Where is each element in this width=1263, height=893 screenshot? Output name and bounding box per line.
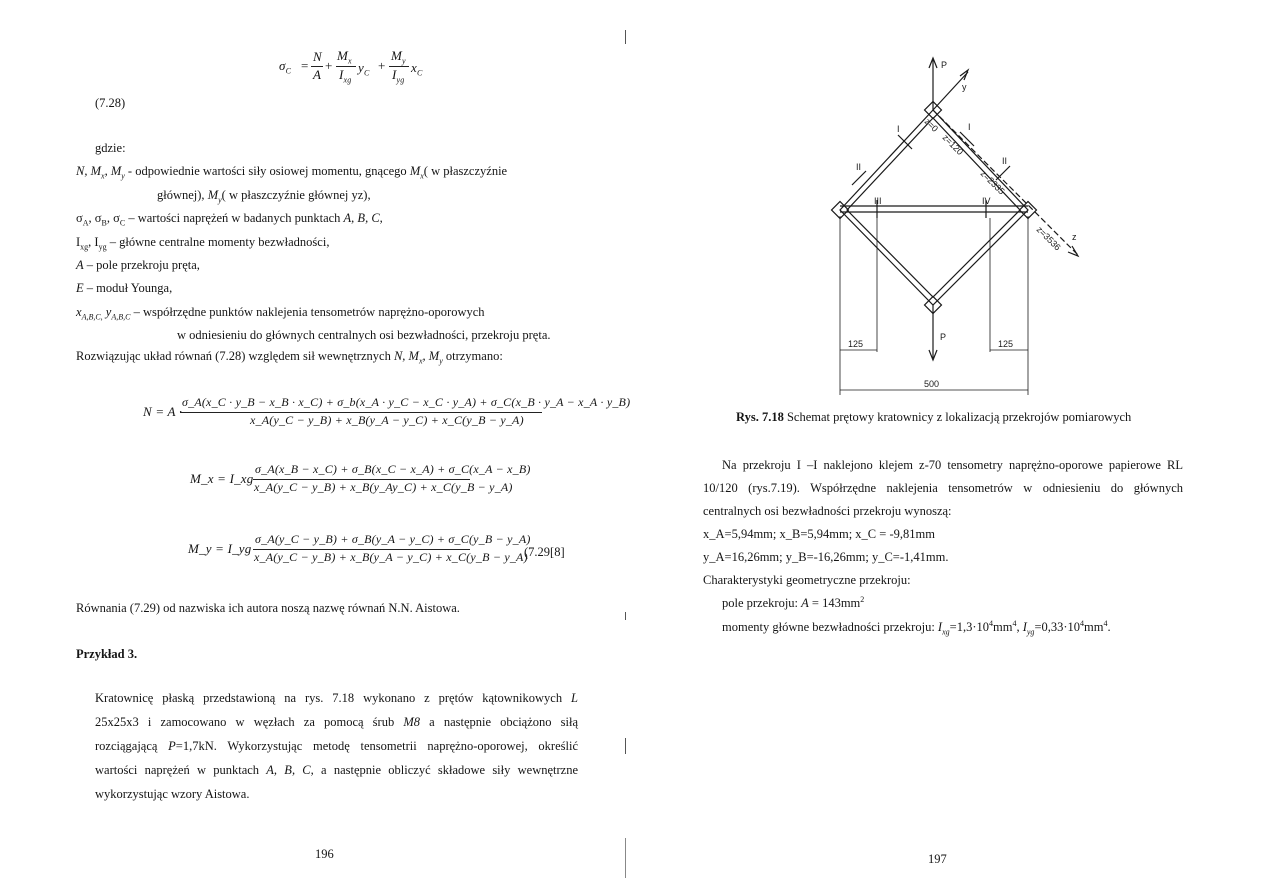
def-coordinates: $x_{A,B,C,}$ $y_{A,B,C}$ – współrzędne punktów naklejenia tensometrów naprężno-oporowych	[76, 305, 485, 322]
principal-moments: momenty główne bezwładności przekroju: $I_{xg}=1,3\cdot 10^4mm^4$, $I_{yg}=0,33\cdot 10^4mm^4$.	[722, 618, 1111, 637]
eq728-plus2: +	[378, 58, 386, 73]
geometry-heading: Charakterystyki geometryczne przekroju:	[703, 573, 911, 587]
eq728-lhs: $\sigma_C$	[279, 58, 292, 76]
eq728-t3-factor: $x_C$	[411, 60, 423, 78]
solve-sentence: Rozwiązując układ równań (7.28) względem sił wewnętrznych N, $M_x$, $M_y$ otrzymano:	[76, 349, 503, 366]
label-section-II-left: II	[856, 162, 862, 172]
eqMy-numerator: σ_A(y_C − y_B) + σ_B(y_A − y_C) + σ_C(y_B − y_A)	[255, 532, 531, 546]
label-z120: z=120	[940, 132, 966, 157]
label-z-axis: z	[1072, 232, 1077, 242]
label-section-I-left: I	[897, 124, 900, 134]
def-stresses: $\sigma_A$, $\sigma_B$, $\sigma_C$ – wartości naprężeń w badanych punktach A, B, C,	[76, 211, 383, 228]
eq729-number: (7.29[8]	[524, 545, 565, 559]
label-z2335: z=2335	[978, 168, 1007, 197]
def-forces: N, $M_x$, $M_y$ - odpowiednie wartości siły osiowej momentu, gnącego $M_x$( w płaszczyźnie	[76, 164, 508, 181]
section-area: pole przekroju: $A = 143mm^2$	[722, 594, 865, 610]
truss-outer-frame	[840, 110, 1028, 305]
eq728-t2-num: $M_x$	[337, 48, 352, 66]
where-label: gdzie:	[95, 141, 126, 155]
eq728-number: (7.28)	[95, 96, 126, 110]
truss-inner-frame	[847, 118, 1020, 297]
label-dim-500: 500	[924, 379, 940, 389]
eqMy-lhs: M_y = I_yg	[188, 541, 252, 556]
example-line-5: wykorzystując wzory Aistowa.	[95, 787, 250, 801]
example-line-3: rozciągającą P=1,7kN. Wykorzystując metodę tensometrii naprężno-oporowej, określić	[95, 739, 578, 753]
eqN-lhs: N = A ·	[143, 404, 183, 419]
para-line-3: centralnych osi bezwładności przekroju wynoszą:	[703, 504, 952, 518]
eqMx-denominator: x_A(y_C − y_B) + x_B(y_Ay_C) + x_C(y_B − y_A)	[254, 480, 513, 494]
example-line-4: wartości naprężeń w punktach A, B, C, a następnie obliczyć składowe siły wewnętrzne	[95, 763, 579, 777]
eqMy-denominator: x_A(y_C − y_B) + x_B(y_A − y_C) + x_C(y_B − y_A)	[254, 550, 528, 564]
para-line-1: Na przekroju I –I naklejono klejem z-70 tensometry naprężno-oporowe papierowe RL	[722, 458, 1183, 472]
section-mark-II-left	[852, 171, 866, 185]
eq728-t3-den: $I_{yg}$	[392, 67, 405, 85]
eqN-numerator: σ_A(x_C · y_B − x_B · x_C) + σ_b(x_A · y_C − x_C · y_A) + σ_C(x_B · y_A − x_A · y_B)	[182, 395, 631, 409]
label-z3536: z=3536	[1034, 224, 1063, 253]
para-line-2: 10/120 (rys.7.19). Współrzędne naklejenia tensometrów w odniesieniu do głównych	[703, 481, 1183, 495]
def-coordinates-line2: w odniesieniu do głównych centralnych osi bezwładności, przekroju pręta.	[177, 328, 551, 342]
label-y-axis: y	[962, 82, 967, 92]
gutter-mark	[625, 838, 626, 878]
section-mark-II-right	[996, 166, 1010, 180]
example-line-1: Kratownicę płaską przedstawioną na rys. 7.18 wykonano z prętów kątownikowych L	[95, 691, 578, 705]
label-section-I-right: I	[968, 122, 971, 132]
label-z0: z=0	[922, 116, 941, 134]
eqMx-numerator: σ_A(x_B − x_C) + σ_B(x_C − x_A) + σ_C(x_A − x_B)	[255, 462, 531, 476]
eq728-plus1: +	[325, 58, 333, 73]
label-dim-125-left: 125	[848, 339, 864, 349]
eqMx-lhs: M_x = I_xg	[190, 471, 254, 486]
truss-diagram	[800, 40, 1100, 410]
eq728-t1-num: N	[313, 49, 322, 64]
figure-caption: Rys. 7.18 Schemat prętowy kratownicy z lokalizacją przekrojów pomiarowych	[736, 410, 1132, 424]
label-section-IV: IV	[982, 196, 991, 206]
page-number-left: 196	[315, 847, 334, 861]
eq728-equals: =	[301, 58, 309, 73]
eq728-t2-den: $I_{xg}$	[339, 67, 352, 85]
gutter-mark	[625, 612, 626, 620]
coords-x: x_A=5,94mm; x_B=5,94mm; x_C = -9,81mm	[703, 527, 935, 541]
def-moments-of-inertia: $I_{xg}$, $I_{yg}$ – główne centralne momenty bezwładności,	[76, 235, 330, 252]
label-dim-125-right: 125	[998, 339, 1014, 349]
def-young: E – moduł Younga,	[76, 281, 173, 295]
label-p-top: P	[941, 60, 948, 70]
page-number-right: 197	[928, 852, 947, 866]
eq728-t3-num: $M_y$	[391, 48, 406, 66]
coords-y: y_A=16,26mm; y_B=-16,26mm; y_C=-1,41mm.	[703, 550, 949, 564]
label-p-bottom: P	[940, 332, 947, 342]
example-title: Przykład 3.	[76, 647, 138, 661]
example-line-2: 25x25x3 i zamocowano w węzłach za pomocą śrub M8 a następnie obciążono siłą	[95, 715, 578, 729]
eq728-t1-den: A	[313, 67, 322, 82]
eqN-denominator: x_A(y_C − y_B) + x_B(y_A − y_C) + x_C(y_B − y_A)	[250, 413, 524, 427]
z-axis-arrowhead	[1068, 246, 1078, 256]
label-section-III: III	[874, 196, 882, 206]
def-area: A – pole przekroju pręta,	[76, 258, 200, 272]
gutter-mark	[625, 738, 626, 754]
aistov-sentence: Równania (7.29) od nazwiska ich autora noszą nazwę równań N.N. Aistowa.	[76, 601, 460, 615]
def-forces-line2: głównej), $M_y$( w płaszczyźnie głównej yz),	[157, 188, 371, 205]
gutter-mark	[625, 30, 626, 44]
eq728-t2-factor: $y_C$	[358, 60, 370, 78]
label-section-II-right: II	[1002, 156, 1008, 166]
